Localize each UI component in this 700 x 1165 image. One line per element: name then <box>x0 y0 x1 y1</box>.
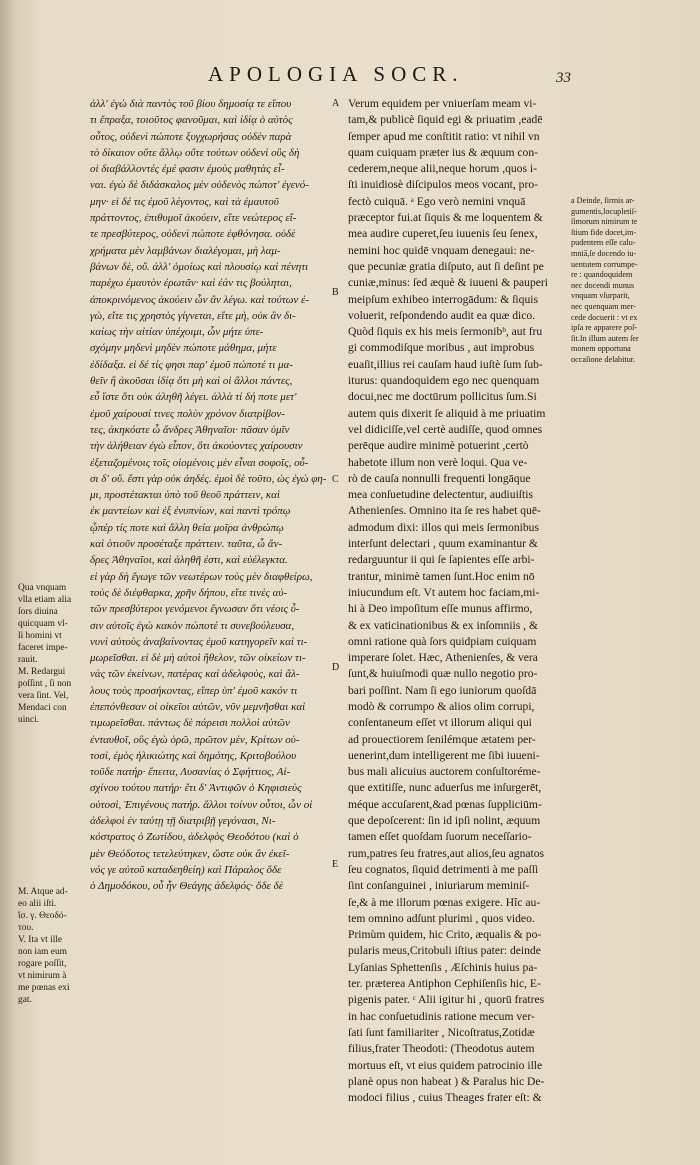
greek-text-line: βάνων δὲ, οὔ. ἀλλ' ὁμοίως καὶ πλουσίῳ καὶ πένητι <box>90 260 309 273</box>
latin-text-column <box>348 96 560 1106</box>
latin-text-line: vel didiciſſe,vel certè audiſſe, quod omnes <box>348 422 543 436</box>
margin-note-line: nec docendi munus <box>571 280 635 290</box>
margin-note-line: me pœnas exi <box>18 983 70 993</box>
section-mark-a: A <box>332 98 340 109</box>
margin-note-line: li homini vt <box>18 631 62 641</box>
margin-note-line: uentutem corrumpe- <box>571 259 638 269</box>
latin-text-line: modò & corrumpo & alios olim corrupi, <box>348 699 535 713</box>
greek-text-line: ἐνταυθοῖ, οὓς ἐγὼ ὁρῶ, πρῶτον μὲν, Κρίτων οὑ- <box>90 733 300 746</box>
margin-note-line: nec quenquam mer- <box>571 301 636 311</box>
greek-text-line: ᾧπέρ τίς ποτε καὶ ἄλλη θεία μοῖρα ἀνθρώπῳ <box>90 521 284 534</box>
greek-text-line: ἐκ μαντείων καὶ ἐξ ἐνυπνίων, καὶ παντὶ τρόπῳ <box>90 505 291 518</box>
latin-text-line: rò de cauſa nonnulli frequenti longāque <box>348 471 531 485</box>
running-title: APOLOGIA SOCR. <box>208 62 464 86</box>
greek-text-line: ἀλλ' ἐγὼ διὰ παντὸς τοῦ βίου δημοσίᾳ τε εἴπου <box>90 98 292 110</box>
latin-text-line: redarguuntur ii qui ſe ſapientes eſſe arbi- <box>348 553 535 567</box>
latin-text-line: iturus: quandoquidem ego nec quenquam <box>348 374 540 388</box>
latin-text-line: omni ratione quà ſors quidpiam cuiquam <box>348 634 537 648</box>
latin-text-line: Lyſanias Sphettenſis , Æſchinis huius pa- <box>348 960 538 974</box>
latin-text-line: ſati ſunt familiariter , Nicoſtratus,Zotidæ <box>348 1025 535 1039</box>
latin-text-line: mea conſuetudine delectentur, audiuiſtis <box>348 488 533 502</box>
latin-text-line: ſemper apud me conſtitit ratio: vt nihil vn <box>348 129 540 143</box>
latin-text-line: trantur, minimè tamen ſunt.Hoc enim nō <box>348 569 535 583</box>
latin-text-line: præceptor fui.at ſiquis & me loquentem & <box>348 211 543 225</box>
greek-text-line: εὖ ἴστε ὅτι οὐκ ἀληθῆ λέγει. ἀλλὰ τί δή ποτε μετ' <box>90 391 297 404</box>
margin-note-line: gumentis,locupletiſ- <box>571 206 637 216</box>
left-margin-notes-lower <box>18 886 88 1006</box>
greek-text-line: τοὺς δὲ διέφθαρκα, χρῆν δήπου, εἴτε τινὲς αὐ- <box>90 586 288 599</box>
latin-text-line: ter. præterea Antiphon Cephiſenſis hic, E- <box>348 977 541 991</box>
margin-note-line: vera ſint. Vel, <box>18 691 69 701</box>
latin-text-line: uenerint,dum intelligerent me ſibi iuueni- <box>348 748 540 762</box>
section-mark-e: E <box>332 859 339 870</box>
latin-text-line: autem quis dixerit ſe aliquid à me priuatim <box>348 406 546 420</box>
page-number: 33 <box>556 70 571 86</box>
greek-text-line: τῶν πρεσβύτεροι γενόμενοι ἔγνωσαν ὅτι νέοις ὖ- <box>90 603 300 616</box>
latin-text-line: iniucundum eſt. Vt autem hoc faciam,mi- <box>348 585 540 599</box>
margin-note-line: faceret impe- <box>18 643 68 653</box>
margin-note-line: ſors diuina <box>18 607 58 617</box>
margin-note-line: monem opportuna <box>571 344 631 354</box>
latin-text-line: pigenis pater. ᶜ Alii igitur hi , quorū fratres <box>348 993 545 1007</box>
latin-text-line: ſunt,& huiuſmodi quæ nullo negotio pro- <box>348 667 538 681</box>
section-mark-b: B <box>332 287 339 298</box>
margin-note-line: poſſint , ſi non <box>18 679 72 689</box>
greek-text-line: ἐπεπόνθεσαν οἱ οἰκεῖοι αὐτῶν, νῦν μεμνῆσθαι καὶ <box>90 700 306 713</box>
greek-text-line: οὑτοσὶ, Ἐπιγένους πατήρ. ἄλλοι τοίνυν οὗτοι, ὧν οἱ <box>90 798 313 811</box>
latin-text-line: in hac conſuetudinis ratione mecum ver- <box>348 1009 535 1023</box>
greek-text-line: σχίνου τούτου πατήρ· ἔτι δ' Ἀντιφῶν ὁ Κηφισιεὺς <box>90 782 302 795</box>
greek-text-line: τὸ δίκαιον οὔτε ἄλλῳ οὔτε τούτων οὐδενὶ οὓς δὴ <box>90 146 300 159</box>
latin-text-line: voluerit, reſpondendo audit ea quæ dico. <box>348 308 536 322</box>
greek-text-line: ἐμοῦ χαίρουσί τινες πολὺν χρόνον διατρίβον- <box>90 407 285 420</box>
margin-note-line: V. Ita vt ille <box>18 935 63 945</box>
latin-text-line: mortuus eſt, vt eius quidem patrocinio ille <box>348 1058 543 1072</box>
latin-text-line: admodum dixi: illos qui meis ſermonibus <box>348 520 539 534</box>
margin-note-line: uinci. <box>18 715 40 725</box>
latin-text-line: quam cuiquam præter ius & æquum con- <box>348 145 538 159</box>
latin-text-line: que pecuniæ gratia diſputo, aut ſi deſint pe <box>348 259 544 273</box>
latin-text-line: tem omnino adſunt plurimi , quos video. <box>348 911 535 925</box>
margin-note-line: του. <box>18 923 34 933</box>
greek-text-column <box>90 96 340 895</box>
greek-text-line: ἀδελφοὶ ἐν ταύτῃ τῇ διατριβῇ γεγόνασι, Νι- <box>90 815 276 828</box>
greek-text-line: μωρεῖσθαι. εἰ δὲ μὴ αὐτοὶ ἤθελον, τῶν οἰκείων τι- <box>90 652 306 665</box>
greek-text-line: γὼ, εἴτε τις χρηστὸς γίγνεται, εἴτε μὴ, οὐκ ἂν δι- <box>90 309 296 322</box>
greek-text-line: ἐξεταζομένοις τοῖς οἰομένοις μὲν εἶναι σοφοῖς, οὖ- <box>90 456 309 469</box>
latin-text-line: pularis meus,Critobuli iſtius pater: deinde <box>348 944 541 958</box>
margin-note-line: cede docuerit : vt ex <box>571 312 638 322</box>
latin-text-line: tam,& publicè ſiquid egi & priuatim ,eadē <box>348 113 543 127</box>
latin-text-line: ſti inuidiosè diſcipulos meos vocant, pro- <box>348 178 538 192</box>
latin-text-line: cuniæ,minus: ſed æquè & iuueni & pauperi <box>348 276 548 290</box>
margin-note-line: ἴσ. γ. Θεοδό- <box>18 911 67 921</box>
left-margin-notes-upper <box>18 582 88 726</box>
right-margin-notes <box>571 196 681 366</box>
greek-text-line: τοσὶ, ἐμὸς ἡλικιώτης καὶ δημότης, Κριτοβούλου <box>90 749 297 762</box>
greek-text-line: τε πρεσβύτερος, οὐδενὶ πώποτε ἐφθόνησα. οὐδὲ <box>90 228 296 241</box>
margin-note-line: mniā,ſe docendo iu- <box>571 248 637 258</box>
margin-note-line: ſimorum nimirum te <box>571 217 638 227</box>
latin-text-line: modoci filius , cuius Theages frater eſt: & <box>348 1091 542 1105</box>
margin-note-line: vnquam vſurparit, <box>571 291 630 301</box>
latin-text-line: interſunt delectari , quum examinantur & <box>348 537 538 551</box>
latin-text-line: filius,frater Theodoti: (Theodotus autem <box>348 1042 535 1056</box>
greek-text-line: τὴν ἀλήθειαν ἐγὼ εἶπον, ὅτι ἀκούοντες χαίρουσιν <box>90 440 303 453</box>
greek-text-line: οἱ διαβάλλοντές ἐμέ φασιν ἐμοὺς μαθητὰς εἶ- <box>90 163 285 176</box>
margin-note-line: vt nimirum à <box>18 971 67 981</box>
section-mark-d: D <box>332 662 340 673</box>
margin-note-line: ſtium fide docet,im- <box>571 227 637 237</box>
margin-note-line: M. Redargui <box>18 667 66 677</box>
greek-text-line: παρέχω ἐμαυτὸν ἐρωτᾶν· καὶ ἐάν τις βούληται, <box>90 277 292 290</box>
greek-text-line: νός γε αὐτοῦ καταδεηθείη) καὶ Πάραλος ὅδε <box>90 863 282 876</box>
latin-text-line: ſeu cognatos, ſiquid detrimenti à me paſſi <box>348 862 539 876</box>
latin-text-line: euaſit,illius rei cauſam haud iuſtè ſum ſub- <box>348 357 543 371</box>
greek-text-line: ἐδίδαξα. εἰ δέ τίς φησι παρ' ἐμοῦ πώποτέ τι μα- <box>90 358 293 371</box>
greek-text-line: τες, ἀκηκόατε ὦ ἄνδρες Ἀθηναῖοι· πᾶσαν ὑμῖν <box>90 423 290 436</box>
greek-text-line: σι δ' οὔ. ἔστι γὰρ οὐκ ἀηδές. ἐμοὶ δὲ τοῦτο, ὡς ἐγώ φη- <box>90 472 327 485</box>
margin-note-line: vlla etiam alia <box>18 595 72 605</box>
latin-text-line: imperare ſolet. Hæc, Athenienſes, & vera <box>348 651 538 665</box>
latin-text-line: meipſum exhibeo interrogādum: & ſiquis <box>348 292 538 306</box>
latin-text-line: Quòd ſiquis ex his meis ſermonibᵇ, aut fru <box>348 325 543 339</box>
latin-text-line: & ex vaticinationibus & ex inſomniis , & <box>348 618 538 632</box>
greek-text-line: δρες Ἀθηναῖοι, καὶ ἀληθῆ ἐστι, καὶ εὐέλεγκτα. <box>90 554 288 567</box>
greek-text-line: μην· εἰ δέ τις ἐμοῦ λέγοντος, καὶ τὰ ἐμαυτοῦ <box>90 195 279 208</box>
margin-note-line: occaſione delabitur. <box>571 354 636 364</box>
greek-text-line: χρήματα μὲν λαμβάνων διαλέγομαι, μὴ λαμ- <box>90 244 281 257</box>
greek-text-line: τοῦδε πατήρ· ἔπειτα, Λυσανίας ὁ Σφήττιος, Αἰ- <box>90 766 291 779</box>
latin-text-line: hi à Deo impoſitum eſſe munus affirmo, <box>348 602 533 616</box>
latin-text-line: que extitiſſe, nunc aduerſus me inſurgerēt, <box>348 781 542 795</box>
latin-text-line: Verum equidem per vniuerſam meam vi- <box>348 97 537 110</box>
margin-note-line: pudentem eſſe calu- <box>571 238 636 248</box>
latin-text-line: ſint conſanguinei , iniuriarum meminiſ- <box>348 879 530 893</box>
latin-text-line: rum,patres ſeu fratres,aut alios,ſeu agnatos <box>348 846 545 860</box>
latin-text-line: fectò cuiquā. ᵃ Ego verò nemini vnquā <box>348 194 526 208</box>
margin-note-line: a Deinde, ſirmis ar- <box>571 196 635 205</box>
margin-note-line: non iam eum <box>18 947 67 957</box>
latin-text-line: gi commodiſque moribus , aut improbus <box>348 341 535 355</box>
latin-text-line: bus mali alicuius auctorem conſultoréme- <box>348 765 541 779</box>
greek-text-line: σχόμην μηδενὶ μηδὲν πώποτε μάθημα, μήτε <box>90 342 277 355</box>
margin-note-line: gat. <box>18 995 32 1005</box>
latin-text-line: méque accuſarent,&ad pœnas ſuppliciūm- <box>348 797 542 811</box>
latin-text-line: que depoſcerent: ſin id ipſi nolint, æquum <box>348 814 541 828</box>
margin-note-line: Qua vnquam <box>18 583 67 593</box>
greek-text-line: σιν αὐτοῖς ἐγὼ κακὸν πώποτέ τι συνεβούλευσα, <box>90 619 295 632</box>
greek-text-line: πράττοντος, ἐπιθυμοῖ ἀκούειν, εἴτε νεώτερος εἴ- <box>90 212 297 225</box>
latin-text-line: planè opus non habeat ) & Paralus hic De- <box>348 1074 545 1088</box>
latin-text-line: Primùm quidem, hic Crito, æqualis & po- <box>348 928 542 942</box>
greek-text-line: κόστρατος ὁ Ζωτίδου, ἀδελφὸς Θεοδότου (καὶ ὁ <box>90 831 299 844</box>
latin-text-line: tamen eſſet quoſdam ſuorum neceſſario- <box>348 830 532 844</box>
greek-text-line: ναι. ἐγὼ δὲ διδάσκαλος μὲν οὐδενὸς πώποτ' ἐγενό- <box>90 179 309 192</box>
latin-text-line: bari poſſint. Nam ſi ego iuniorum quoſdā <box>348 683 537 697</box>
margin-note-line: rauit. <box>18 655 38 665</box>
latin-text-line: nemini hoc quidē vnquam denegaui: ne- <box>348 243 535 257</box>
greek-text-line: οὗτος, οὐδενὶ πώποτε ξυγχωρήσας οὐδὲν παρὰ <box>90 130 292 143</box>
margin-note-line: ipſa re apparere poſ- <box>571 323 638 333</box>
greek-text-line: θεῖν ἢ ἀκοῦσαι ἰδίᾳ ὅτι μὴ καὶ οἱ ἄλλοι πάντες, <box>90 375 293 388</box>
latin-text-line: ad prouectiorem ſenilémque ætatem per- <box>348 732 536 746</box>
latin-text-line: docui,nec me doctūrum pollicitus ſum.Si <box>348 390 537 404</box>
latin-text-line: habetote illum non verè loqui. Qua ve- <box>348 455 528 469</box>
greek-text-line: καίως τὴν αἰτίαν ὑπέχοιμι, ὧν μήτε ὑπε- <box>90 326 264 339</box>
greek-text-line: τι ἔπραξα, τοιοῦτος φανοῦμαι, καὶ ἰδίᾳ ὁ αὐτὸς <box>90 114 293 127</box>
latin-text-line: perēque audire minimè potuerint ,certò <box>348 439 529 453</box>
greek-text-line: ἀποκρινόμενος ἀκούειν ὧν ἂν λέγω. καὶ τούτων ἐ- <box>90 293 310 306</box>
greek-text-line: νὰς τῶν ἐκείνων, πατέρας καὶ ἀδελφοὺς, καὶ ἄλ- <box>90 668 300 681</box>
margin-note-line: rogare poſſit, <box>18 959 67 969</box>
greek-text-line: καὶ ὁτιοῦν προσέταξε πράττειν. ταῦτα, ὦ ἄν- <box>90 538 283 551</box>
latin-text-line: conſentaneum eſſet vt illorum aliqui qui <box>348 716 532 730</box>
greek-text-line: τιμωρεῖσθαι. πάντως δὲ πάρεισι πολλοὶ αὐτῶν <box>90 717 290 730</box>
greek-text-line: νυνὶ αὐτοὺς ἀναβαίνοντας ἐμοῦ κατηγορεῖν καὶ τι- <box>90 635 308 648</box>
margin-note-line: Mendaci con <box>18 703 67 713</box>
latin-text-line: ſe,& à me illorum pœnas exigere. Hîc au- <box>348 895 541 909</box>
margin-note-line: eo alii iſti. <box>18 899 57 909</box>
latin-text-line: cederem,neque alii,neque horum ,quos i- <box>348 162 537 176</box>
margin-note-line: quicquam vl- <box>18 619 68 629</box>
greek-text-line: μὲν Θεόδοτος τετελεύτηκεν, ὥστε οὐκ ἂν ἐκεῖ- <box>90 847 290 860</box>
margin-note-line: ſit.In illum autem ſer <box>571 333 639 343</box>
section-mark-c: C <box>332 474 339 485</box>
greek-text-line: μι, προστέτακται ὑπὸ τοῦ θεοῦ πράττειν, καὶ <box>90 489 280 502</box>
margin-note-line: re : quandoquidem <box>571 270 633 280</box>
latin-text-line: mea audire cuperet,ſeu iuuenis ſeu ſenex, <box>348 227 538 241</box>
page-header <box>0 62 700 92</box>
greek-text-line: ὁ Δημοδόκου, οὗ ἦν Θεάγης ἀδελφός· ὅδε δὲ <box>90 880 284 893</box>
latin-text-line: Athenienſes. Omnino ita ſe res habet quē- <box>348 504 541 518</box>
greek-text-line: λους τοὺς προσήκοντας, εἴπερ ὑπ' ἐμοῦ κακόν τι <box>90 684 298 697</box>
margin-note-line: M. Atque ad- <box>18 887 68 897</box>
greek-text-line: εἰ γὰρ δὴ ἔγωγε τῶν νεωτέρων τοὺς μὲν διαφθείρω, <box>90 570 313 583</box>
